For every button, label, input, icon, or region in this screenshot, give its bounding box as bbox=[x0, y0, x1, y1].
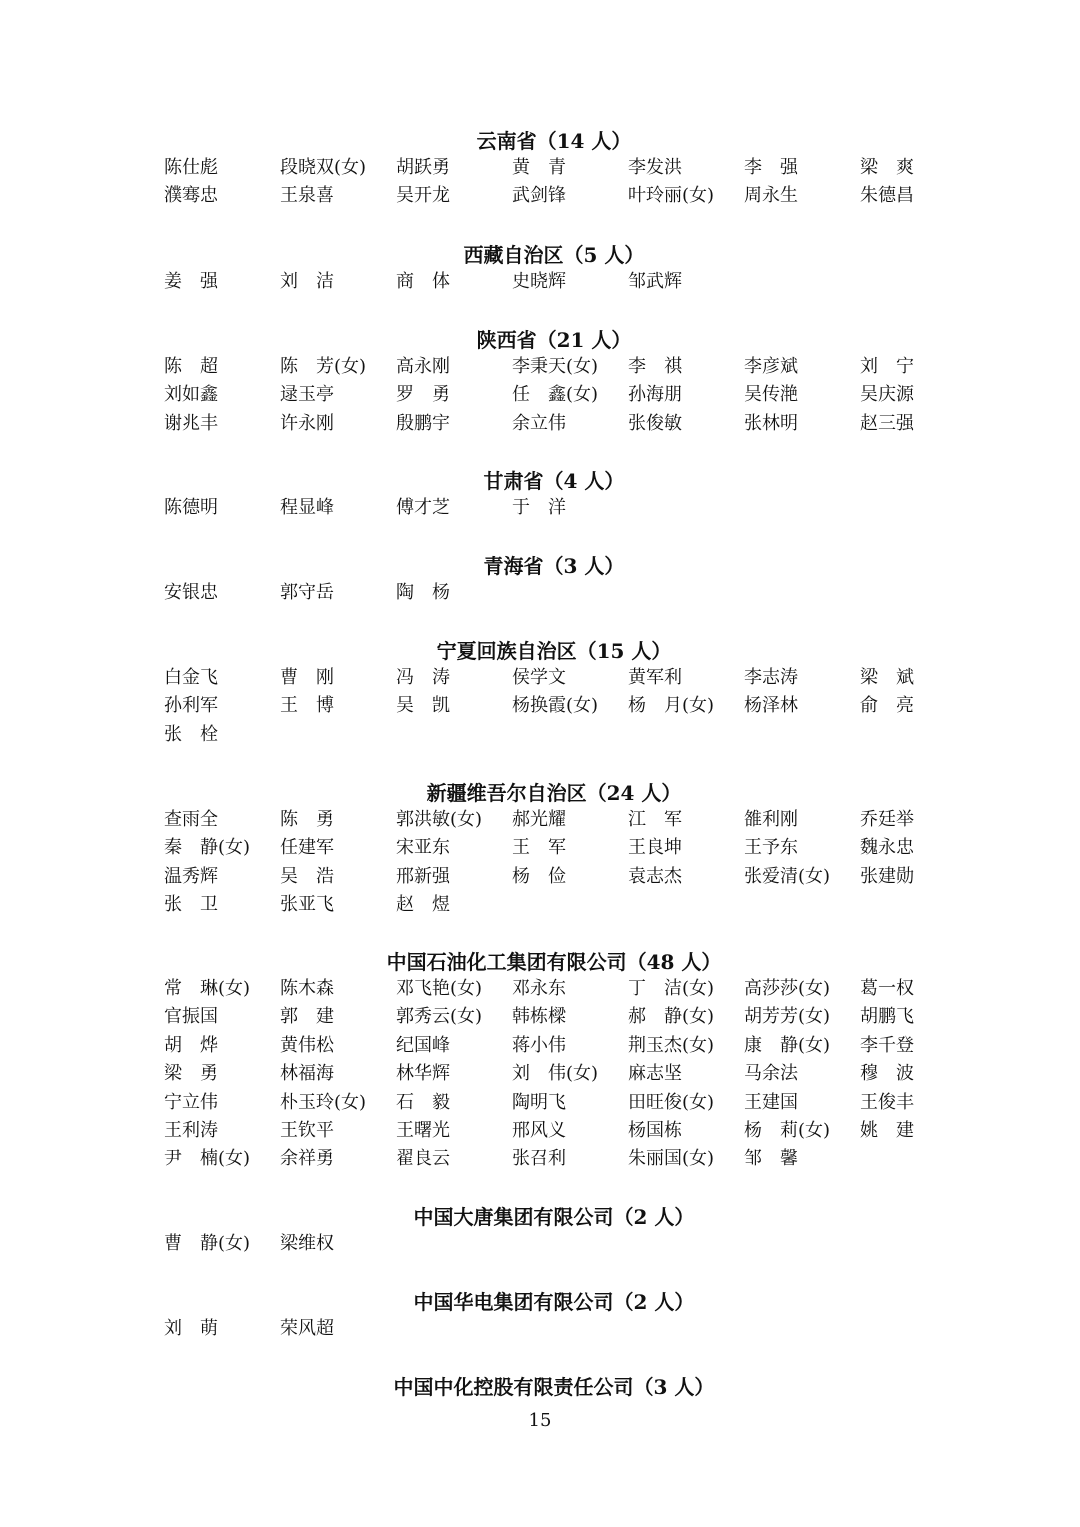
person-name: 曹 静(女) bbox=[164, 1233, 251, 1254]
person-name: 雒利刚 bbox=[744, 809, 798, 830]
person-name: 逯玉亭 bbox=[280, 384, 334, 406]
person-name: 邓永东 bbox=[512, 978, 566, 999]
person-name: 翟良云 bbox=[396, 1148, 450, 1170]
person-name: 郭洪敏(女) bbox=[396, 809, 483, 830]
page-number: 15 bbox=[528, 1410, 552, 1431]
section-heading: 青海省（3 人） bbox=[483, 554, 625, 578]
name-list bbox=[164, 154, 964, 211]
person-name: 郝光耀 bbox=[512, 809, 566, 830]
person-name: 濮骞忠 bbox=[164, 185, 218, 207]
person-name: 程显峰 bbox=[280, 497, 334, 518]
person-name: 任建军 bbox=[280, 837, 334, 859]
person-name: 周永生 bbox=[744, 185, 798, 207]
person-name: 傅才芝 bbox=[396, 497, 450, 518]
section-heading: 中国华电集团有限公司（2 人） bbox=[413, 1290, 695, 1314]
person-name: 纪国峰 bbox=[396, 1034, 450, 1056]
person-name: 官振国 bbox=[164, 1006, 218, 1028]
section-heading: 中国石油化工集团有限公司（48 人） bbox=[386, 950, 722, 974]
person-name: 张爱清(女) bbox=[744, 865, 831, 887]
person-name: 于 洋 bbox=[512, 497, 566, 518]
person-name: 叶玲丽(女) bbox=[628, 185, 715, 207]
person-name: 高永刚 bbox=[396, 356, 450, 377]
person-name: 张亚飞 bbox=[280, 894, 334, 916]
person-name: 杨 俭 bbox=[512, 865, 566, 887]
person-name: 王 博 bbox=[280, 695, 334, 717]
person-name: 梁维权 bbox=[280, 1233, 334, 1254]
person-name: 荆玉杰(女) bbox=[628, 1034, 715, 1056]
person-name: 商 体 bbox=[396, 271, 450, 292]
person-name: 余祥勇 bbox=[280, 1148, 334, 1170]
person-name: 吴开龙 bbox=[396, 185, 450, 207]
person-name: 江 军 bbox=[628, 809, 682, 830]
person-name: 王建国 bbox=[744, 1091, 798, 1113]
person-name: 许永刚 bbox=[280, 412, 334, 434]
person-name: 任 鑫(女) bbox=[512, 384, 599, 406]
person-name: 田旺俊(女) bbox=[628, 1091, 715, 1113]
person-name: 余立伟 bbox=[512, 412, 566, 434]
person-name: 袁志杰 bbox=[628, 865, 682, 887]
person-name: 张召利 bbox=[512, 1148, 566, 1170]
name-list bbox=[164, 1230, 964, 1258]
name-list bbox=[164, 494, 964, 522]
person-name: 胡 烨 bbox=[164, 1034, 218, 1056]
person-name: 陈 勇 bbox=[280, 809, 334, 830]
person-name: 梁 勇 bbox=[164, 1063, 218, 1085]
person-name: 俞 亮 bbox=[860, 695, 914, 717]
person-name: 侯学文 bbox=[512, 667, 566, 688]
person-name: 殷鹏宇 bbox=[396, 412, 450, 434]
person-name: 韩栋樑 bbox=[512, 1006, 566, 1028]
person-name: 尹 楠(女) bbox=[164, 1148, 251, 1170]
person-name: 丁 洁(女) bbox=[628, 978, 715, 999]
person-name: 穆 波 bbox=[860, 1063, 914, 1085]
person-name: 史晓辉 bbox=[512, 271, 566, 292]
person-name: 孙利军 bbox=[164, 695, 218, 717]
name-list bbox=[164, 353, 964, 438]
person-name: 蒋小伟 bbox=[512, 1034, 566, 1056]
person-name: 张林明 bbox=[744, 412, 798, 434]
person-name: 王 军 bbox=[512, 837, 566, 859]
name-list bbox=[164, 268, 964, 296]
section-heading: 陕西省（21 人） bbox=[476, 328, 632, 352]
person-name: 曹 刚 bbox=[280, 667, 334, 688]
person-name: 林华辉 bbox=[396, 1063, 450, 1085]
person-name: 陈 超 bbox=[164, 356, 218, 377]
person-name: 李千登 bbox=[860, 1034, 914, 1056]
person-name: 赵三强 bbox=[860, 412, 914, 434]
person-name: 姚 建 bbox=[860, 1119, 914, 1141]
person-name: 刘如鑫 bbox=[164, 384, 218, 406]
person-name: 朱丽国(女) bbox=[628, 1148, 715, 1170]
person-name: 邢新强 bbox=[396, 865, 450, 887]
person-name: 魏永忠 bbox=[860, 837, 914, 859]
person-name: 王曙光 bbox=[396, 1119, 450, 1141]
person-name: 张建勋 bbox=[860, 865, 914, 887]
section-heading: 甘肃省（4 人） bbox=[483, 469, 625, 493]
person-name: 胡跃勇 bbox=[396, 157, 450, 178]
person-name: 胡鹏飞 bbox=[860, 1006, 914, 1028]
person-name: 李彦斌 bbox=[744, 356, 798, 377]
person-name: 黄 青 bbox=[512, 157, 566, 178]
person-name: 郭秀云(女) bbox=[396, 1006, 483, 1028]
person-name: 高莎莎(女) bbox=[744, 978, 831, 999]
person-name: 白金飞 bbox=[164, 667, 218, 688]
person-name: 张 栓 bbox=[164, 723, 218, 745]
name-list bbox=[164, 1315, 964, 1343]
person-name: 吴 凯 bbox=[396, 695, 450, 717]
person-name: 温秀辉 bbox=[164, 865, 218, 887]
person-name: 朴玉玲(女) bbox=[280, 1091, 367, 1113]
person-name: 刘 萌 bbox=[164, 1318, 218, 1339]
person-name: 李 祺 bbox=[628, 356, 682, 377]
person-name: 杨泽林 bbox=[744, 695, 798, 717]
person-name: 王予东 bbox=[744, 837, 798, 859]
person-name: 邓飞艳(女) bbox=[396, 978, 483, 999]
person-name: 郝 静(女) bbox=[628, 1006, 715, 1028]
person-name: 陈德明 bbox=[164, 497, 218, 518]
person-name: 陶 杨 bbox=[396, 582, 450, 603]
person-name: 张 卫 bbox=[164, 894, 218, 916]
person-name: 李志涛 bbox=[744, 667, 798, 688]
section-heading: 云南省（14 人） bbox=[476, 129, 632, 153]
person-name: 李秉天(女) bbox=[512, 356, 599, 377]
person-name: 黄伟松 bbox=[280, 1034, 334, 1056]
person-name: 王钦平 bbox=[280, 1119, 334, 1141]
person-name: 吴传滟 bbox=[744, 384, 798, 406]
person-name: 王利涛 bbox=[164, 1119, 218, 1141]
section-heading: 西藏自治区（5 人） bbox=[463, 243, 645, 267]
person-name: 安银忠 bbox=[164, 582, 218, 603]
person-name: 马余法 bbox=[744, 1063, 798, 1085]
person-name: 葛一权 bbox=[860, 978, 914, 999]
person-name: 朱德昌 bbox=[860, 185, 914, 207]
person-name: 邹 馨 bbox=[744, 1148, 798, 1170]
section-heading: 宁夏回族自治区（15 人） bbox=[436, 639, 672, 663]
person-name: 王俊丰 bbox=[860, 1091, 914, 1113]
section-heading: 新疆维吾尔自治区（24 人） bbox=[426, 781, 682, 805]
person-name: 陈仕彪 bbox=[164, 157, 218, 178]
person-name: 武剑锋 bbox=[512, 185, 566, 207]
person-name: 李 强 bbox=[744, 157, 798, 178]
person-name: 黄军利 bbox=[628, 667, 682, 688]
person-name: 刘 宁 bbox=[860, 356, 914, 377]
name-list bbox=[164, 579, 964, 607]
person-name: 杨 月(女) bbox=[628, 695, 715, 717]
person-name: 杨换霞(女) bbox=[512, 695, 599, 717]
name-list bbox=[164, 664, 964, 749]
person-name: 乔廷举 bbox=[860, 809, 914, 830]
person-name: 宁立伟 bbox=[164, 1091, 218, 1113]
person-name: 康 静(女) bbox=[744, 1034, 831, 1056]
person-name: 王泉喜 bbox=[280, 185, 334, 207]
person-name: 陈 芳(女) bbox=[280, 356, 367, 377]
person-name: 赵 煜 bbox=[396, 894, 450, 916]
person-name: 刘 洁 bbox=[280, 271, 334, 292]
person-name: 查雨全 bbox=[164, 809, 218, 830]
person-name: 杨 莉(女) bbox=[744, 1119, 831, 1141]
person-name: 石 毅 bbox=[396, 1091, 450, 1113]
person-name: 姜 强 bbox=[164, 271, 218, 292]
section-heading: 中国大唐集团有限公司（2 人） bbox=[413, 1205, 695, 1229]
person-name: 李发洪 bbox=[628, 157, 682, 178]
name-list bbox=[164, 975, 964, 1174]
person-name: 荣风超 bbox=[280, 1318, 334, 1339]
person-name: 胡芳芳(女) bbox=[744, 1006, 831, 1028]
person-name: 段晓双(女) bbox=[280, 157, 367, 178]
person-name: 常 琳(女) bbox=[164, 978, 251, 999]
person-name: 吴庆源 bbox=[860, 384, 914, 406]
person-name: 麻志坚 bbox=[628, 1063, 682, 1085]
person-name: 罗 勇 bbox=[396, 384, 450, 406]
section-heading: 中国中化控股有限责任公司（3 人） bbox=[393, 1375, 715, 1399]
person-name: 梁 斌 bbox=[860, 667, 914, 688]
person-name: 陶明飞 bbox=[512, 1091, 566, 1113]
person-name: 郭守岳 bbox=[280, 582, 334, 603]
person-name: 冯 涛 bbox=[396, 667, 450, 688]
person-name: 秦 静(女) bbox=[164, 837, 251, 859]
name-list bbox=[164, 806, 964, 920]
person-name: 陈木森 bbox=[280, 978, 334, 999]
person-name: 孙海朋 bbox=[628, 384, 682, 406]
person-name: 刘 伟(女) bbox=[512, 1063, 599, 1085]
person-name: 谢兆丰 bbox=[164, 412, 218, 434]
person-name: 吴 浩 bbox=[280, 865, 334, 887]
person-name: 杨国栋 bbox=[628, 1119, 682, 1141]
person-name: 王良坤 bbox=[628, 837, 682, 859]
person-name: 梁 爽 bbox=[860, 157, 914, 178]
person-name: 宋亚东 bbox=[396, 837, 450, 859]
person-name: 邹武辉 bbox=[628, 271, 682, 292]
person-name: 林福海 bbox=[280, 1063, 334, 1085]
person-name: 张俊敏 bbox=[628, 412, 682, 434]
person-name: 邢风义 bbox=[512, 1119, 566, 1141]
person-name: 郭 建 bbox=[280, 1006, 334, 1028]
